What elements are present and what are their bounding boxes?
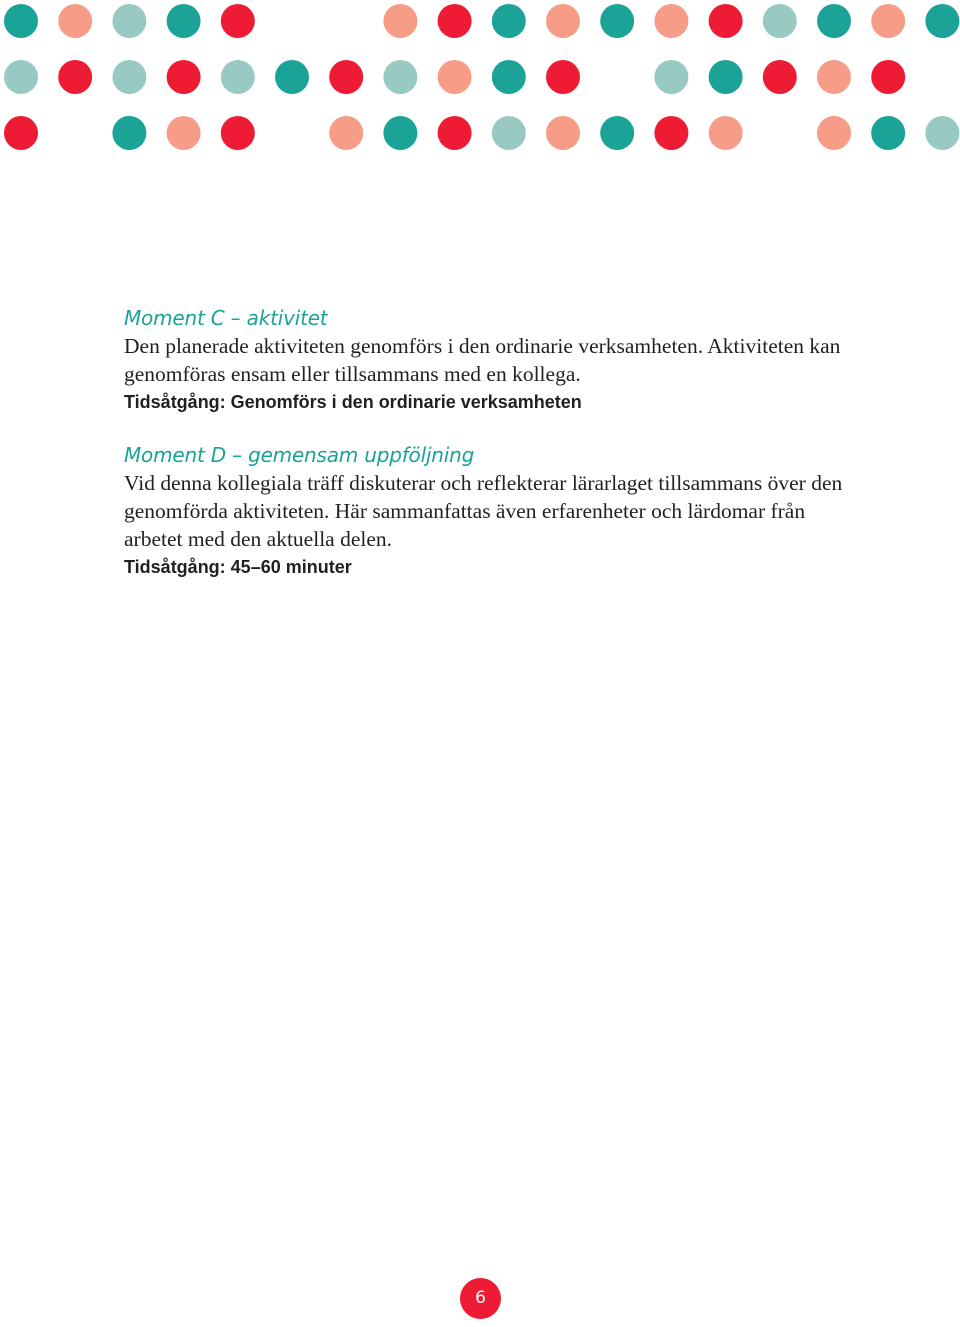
- time-label: Tidsåtgång:: [124, 557, 226, 577]
- decorative-dot: [438, 116, 472, 150]
- decorative-dot: [221, 60, 255, 94]
- decorative-dot: [600, 4, 634, 38]
- decorative-dot: [383, 4, 417, 38]
- section-body: Vid denna kollegiala träff diskuterar och reflekterar lärarlaget tillsammans över den genomförda aktiviteten. Här sammanfattas även erfarenheter och lärdomar från arbetet med den aktuella delen.: [124, 471, 843, 551]
- decorative-dot: [654, 116, 688, 150]
- decorative-dot: [546, 4, 580, 38]
- decorative-dot: [871, 116, 905, 150]
- section-moment-c: [124, 304, 864, 416]
- time-requirement: [124, 553, 864, 581]
- decorative-dot: [58, 60, 92, 94]
- page-number-badge: 6: [460, 1278, 501, 1319]
- decorative-dot: [492, 4, 526, 38]
- decorative-dot: [600, 116, 634, 150]
- decorative-dot: [763, 4, 797, 38]
- decorative-dot: [275, 60, 309, 94]
- decorative-dot-pattern: [0, 0, 960, 160]
- time-requirement: [124, 388, 864, 416]
- decorative-dot: [925, 4, 959, 38]
- decorative-dot: [871, 60, 905, 94]
- time-value: 45–60 minuter: [225, 557, 352, 577]
- decorative-dot: [546, 116, 580, 150]
- decorative-dot: [383, 60, 417, 94]
- decorative-dot: [654, 4, 688, 38]
- decorative-dot: [167, 116, 201, 150]
- decorative-dot: [925, 116, 959, 150]
- decorative-dot: [546, 60, 580, 94]
- decorative-dot: [763, 60, 797, 94]
- decorative-dot: [817, 60, 851, 94]
- time-label: Tidsåtgång:: [124, 392, 226, 412]
- decorative-dot: [167, 60, 201, 94]
- decorative-dot: [817, 4, 851, 38]
- decorative-dot: [383, 116, 417, 150]
- section-moment-d: [124, 441, 864, 581]
- decorative-dot: [871, 4, 905, 38]
- decorative-dot: [709, 116, 743, 150]
- decorative-dot: [492, 116, 526, 150]
- decorative-dot: [58, 4, 92, 38]
- decorative-dot: [709, 60, 743, 94]
- decorative-dot: [709, 4, 743, 38]
- decorative-dot: [4, 4, 38, 38]
- decorative-dot: [221, 116, 255, 150]
- decorative-dot: [112, 4, 146, 38]
- decorative-dot: [654, 60, 688, 94]
- decorative-dot: [817, 116, 851, 150]
- decorative-dot: [112, 116, 146, 150]
- section-heading: Moment D – gemensam uppföljning: [124, 443, 475, 467]
- decorative-dot: [329, 116, 363, 150]
- decorative-dot: [4, 60, 38, 94]
- time-value: Genomförs i den ordinarie verksamheten: [225, 392, 582, 412]
- decorative-dot: [438, 4, 472, 38]
- decorative-dot: [167, 4, 201, 38]
- decorative-dot: [112, 60, 146, 94]
- decorative-dot: [4, 116, 38, 150]
- decorative-dot: [492, 60, 526, 94]
- decorative-dot: [329, 60, 363, 94]
- main-content: [124, 304, 864, 606]
- decorative-dot: [221, 4, 255, 38]
- section-body: Den planerade aktiviteten genomförs i den ordinarie verksamheten. Aktiviteten kan genomföras ensam eller tillsammans med en kollega.: [124, 334, 841, 386]
- decorative-dot: [438, 60, 472, 94]
- section-heading: Moment C – aktivitet: [124, 306, 328, 330]
